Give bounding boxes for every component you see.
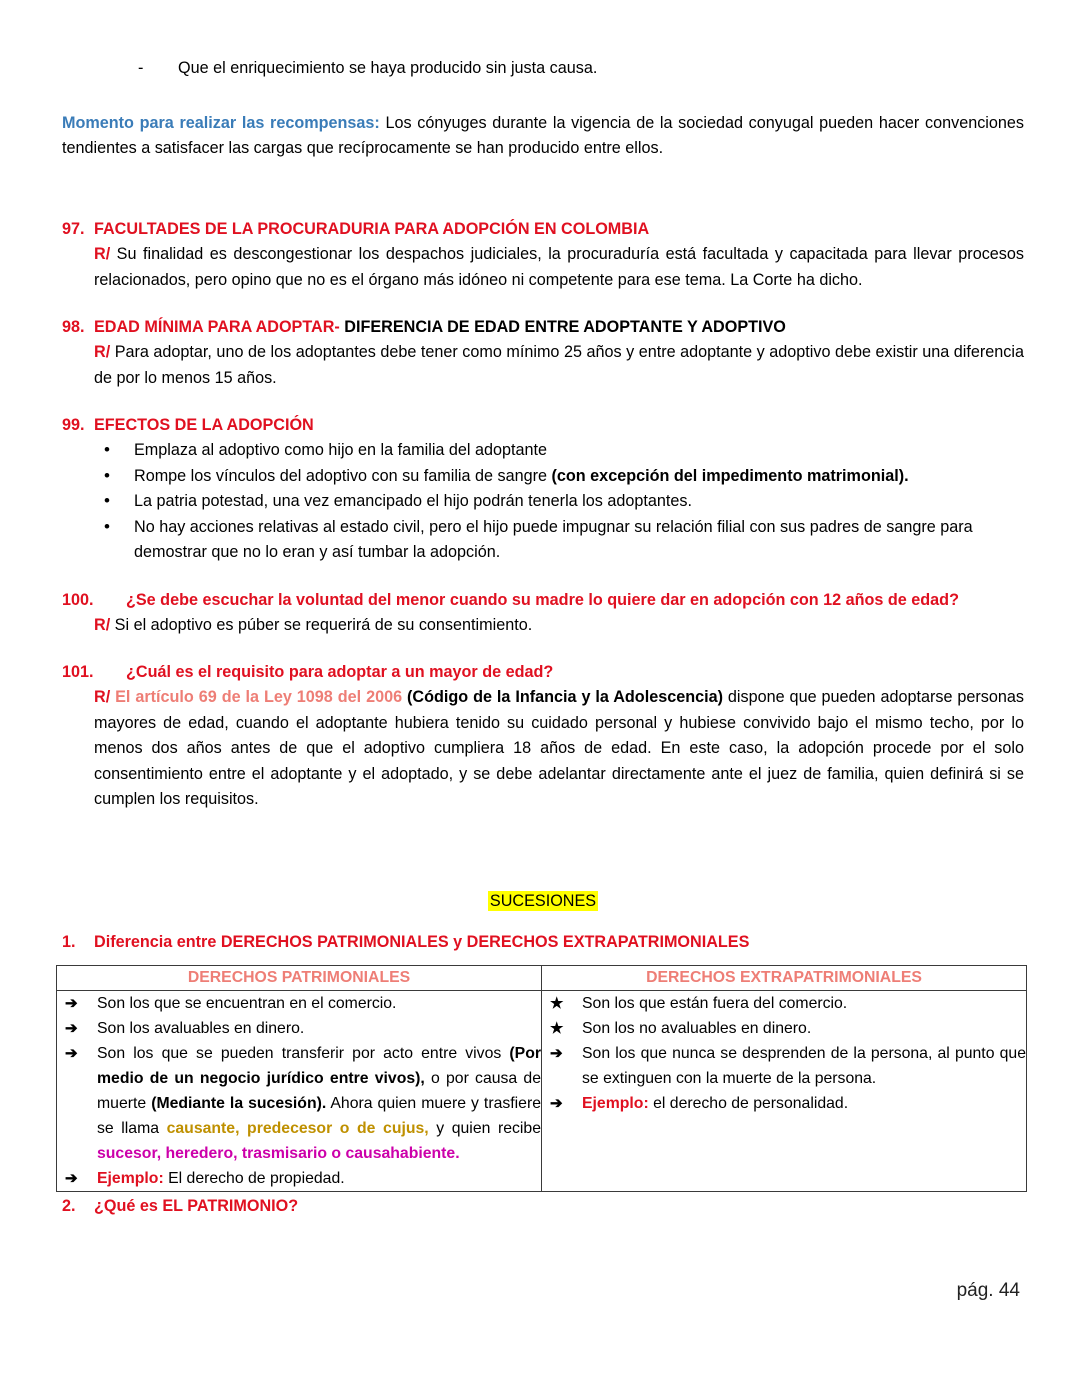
answer-text: Para adoptar, uno de los adoptantes debe tener como mínimo 25 años y entre adoptante y adoptivo debe existir una diferencia de por lo menos 15 años. [94,343,1024,387]
answer-marker: R/ [94,245,111,263]
section-1-heading [62,930,1024,955]
answer-law-reference: El artículo 69 de la Ley 1098 del 2006 [110,688,408,706]
bullet-text: La patria potestad, una vez emancipado el hijo podrán tenerla los adoptantes. [134,492,692,510]
list-item [57,991,541,1016]
item-seg-gold: causante, predecesor o de cujus, [166,1119,429,1137]
spacer [62,955,1024,965]
momento-label: Momento para realizar las recompensas: [62,114,380,132]
question-98-title-red: EDAD MÍNIMA PARA ADOPTAR- [94,318,340,336]
question-100-heading [62,588,1024,613]
question-99-bullet-list [104,438,1024,566]
item-text: Son los que se pueden transferir por acto entre vivos [97,1044,510,1062]
page-footer: pág. 44 [956,1280,1020,1301]
spacer [62,566,1024,588]
comparison-table [56,965,1027,1192]
ejemplo-label: Ejemplo: [97,1169,164,1187]
extrapatrimoniales-list [542,991,1026,1116]
question-100-number: 100. [62,590,94,609]
ejemplo-text: el derecho de personalidad. [648,1094,849,1112]
arrow-icon: ➔ [550,1044,563,1062]
arrow-icon: ➔ [65,994,78,1012]
item-seg-bold-1: (Por medio de un negocio jurídico entre vivos), [97,1044,541,1087]
item-text: Son los que están fuera del comercio. [582,994,848,1012]
spacer [62,391,1024,413]
spacer [62,161,1024,217]
section-2-number: 2. [62,1196,76,1215]
question-98-title-black: DIFERENCIA DE EDAD ENTRE ADOPTANTE Y ADOPTIVO [339,318,786,336]
item-seg-magenta: sucesor, heredero, trasmisario o causahabiente. [97,1144,460,1162]
question-99-heading [62,413,1024,438]
section-title-text: SUCESIONES [489,891,597,910]
question-101-title: ¿Cuál es el requisito para adoptar a un mayor de edad? [126,663,554,681]
question-101-heading [62,660,1024,685]
table-row [57,990,1027,1191]
page-content [62,56,1024,1219]
table-header-row [57,965,1027,990]
table-header-patrimoniales: DERECHOS PATRIMONIALES [57,965,542,990]
list-item [57,1041,541,1166]
section-1-title: Diferencia entre DERECHOS PATRIMONIALES y DERECHOS EXTRAPATRIMONIALES [94,932,750,951]
dash-list-item [62,56,1024,81]
item-text: Son los avaluables en dinero. [97,1019,305,1037]
answer-marker: R/ [94,343,111,361]
arrow-icon: ➔ [65,1019,78,1037]
list-item [57,1016,541,1041]
table-cell-patrimoniales [57,990,542,1191]
ejemplo-text: El derecho de propiedad. [163,1169,345,1187]
question-99-title: EFECTOS DE LA ADOPCIÓN [94,416,314,434]
question-98-answer [94,340,1024,391]
spacer [62,293,1024,315]
question-block-100 [62,588,1024,639]
arrow-icon: ➔ [550,1094,563,1112]
answer-marker: R/ [94,615,111,634]
question-100-answer [94,613,1024,639]
question-98-title [94,315,1024,340]
question-97-heading [62,217,1024,242]
question-99-number: 99. [62,416,85,434]
momento-paragraph [62,111,1024,161]
patrimoniales-list [57,991,541,1191]
list-item [104,464,1024,490]
bullet-text: No hay acciones relativas al estado civil, pero el hijo puede impugnar su relación filial con sus padres de sangre para demostrar que no lo eran y así tumbar la adopción. [134,517,973,561]
item-text: Son los que se encuentran en el comercio. [97,994,397,1012]
question-block-99 [62,413,1024,566]
question-block-97 [62,217,1024,293]
list-item [542,991,1026,1016]
section-1-number: 1. [62,932,76,951]
bullet-bold-tail: (con excepción del impedimento matrimonial). [551,466,909,485]
question-block-101 [62,660,1024,813]
spacer [62,859,1024,889]
question-101-number: 101. [62,663,94,681]
answer-text: Si el adoptivo es púber se requerirá de su consentimiento. [110,615,533,634]
answer-code-name: (Código de la Infancia y la Adolescencia) [407,688,723,706]
section-2-heading [62,1194,1024,1219]
question-97-answer [94,242,1024,293]
momento-body: Los cónyuges durante la vigencia de la sociedad conyugal pueden hacer convenciones tendientes a satisfacer las cargas que recíprocamente se han producido entre ellos. [62,114,1024,157]
dash-item-text: Que el enriquecimiento se haya producido sin justa causa. [178,59,598,77]
list-item [57,1166,541,1191]
list-item [104,438,1024,464]
item-seg-plain-2: Ahora quien muere y trasfiere se llama [97,1094,541,1137]
list-item [542,1091,1026,1116]
bullet-text: Emplaza al adoptivo como hijo en la familia del adoptante [134,441,548,459]
spacer [62,81,1024,111]
item-text: Son los que nunca se desprenden de la persona, al punto que se extinguen con la muerte de la persona. [582,1044,1026,1087]
item-seg-plain-1: o por causa de muerte [97,1069,541,1112]
arrow-icon: ➔ [65,1169,78,1187]
item-seg-bold-2: (Mediante la sucesión). [151,1094,327,1112]
star-icon: ★ [550,994,564,1012]
question-101-answer [94,685,1024,813]
answer-text: dispone que pueden adoptarse personas mayores de edad, cuando el adoptante hubiera tenido su cuidado personal y hubiese convivido bajo el mismo techo, por lo menos dos años antes de que el adoptivo cumpliera 18 años de edad. En este caso, la adopción procede por el solo consentimiento entre el adoptante y el adoptado, y se debe adelantar directamente ante el juez de familia, quien definirá si se cumplen los requisitos. [94,688,1024,808]
list-item [542,1041,1026,1091]
table-header-extrapatrimoniales: DERECHOS EXTRAPATRIMONIALES [542,965,1027,990]
answer-marker: R/ [94,688,111,706]
list-item [104,515,1024,566]
list-item [542,1016,1026,1041]
answer-text: Su finalidad es descongestionar los despachos judiciales, la procuraduría está facultada y capacitada para llevar procesos relacionados, pero opino que no es el órgano más idóneo ni competente para ese tema. La Corte ha dicho. [94,245,1024,289]
spacer [62,813,1024,859]
item-seg-plain-3: y quien recibe [428,1119,541,1137]
arrow-icon: ➔ [65,1044,78,1062]
ejemplo-label: Ejemplo: [582,1094,649,1112]
list-item [104,489,1024,515]
spacer [62,914,1024,930]
bullet-text: Rompe los vínculos del adoptivo con su familia de sangre [134,466,552,485]
question-97-title: FACULTADES DE LA PROCURADURIA PARA ADOPCIÓN EN COLOMBIA [94,220,650,238]
question-block-98 [62,315,1024,391]
question-100-title: ¿Se debe escuchar la voluntad del menor cuando su madre lo quiere dar en adopción con 12 años de edad? [126,590,959,609]
table-cell-extrapatrimoniales [542,990,1027,1191]
question-98-number: 98. [62,318,85,336]
question-97-number: 97. [62,220,85,238]
question-98-heading [62,315,1024,340]
spacer [62,638,1024,660]
dash-marker: - [138,59,144,77]
section-2-title: ¿Qué es EL PATRIMONIO? [94,1196,299,1215]
item-text: Son los no avaluables en dinero. [582,1019,812,1037]
star-icon: ★ [550,1019,564,1037]
section-title-sucesiones [62,889,1024,914]
